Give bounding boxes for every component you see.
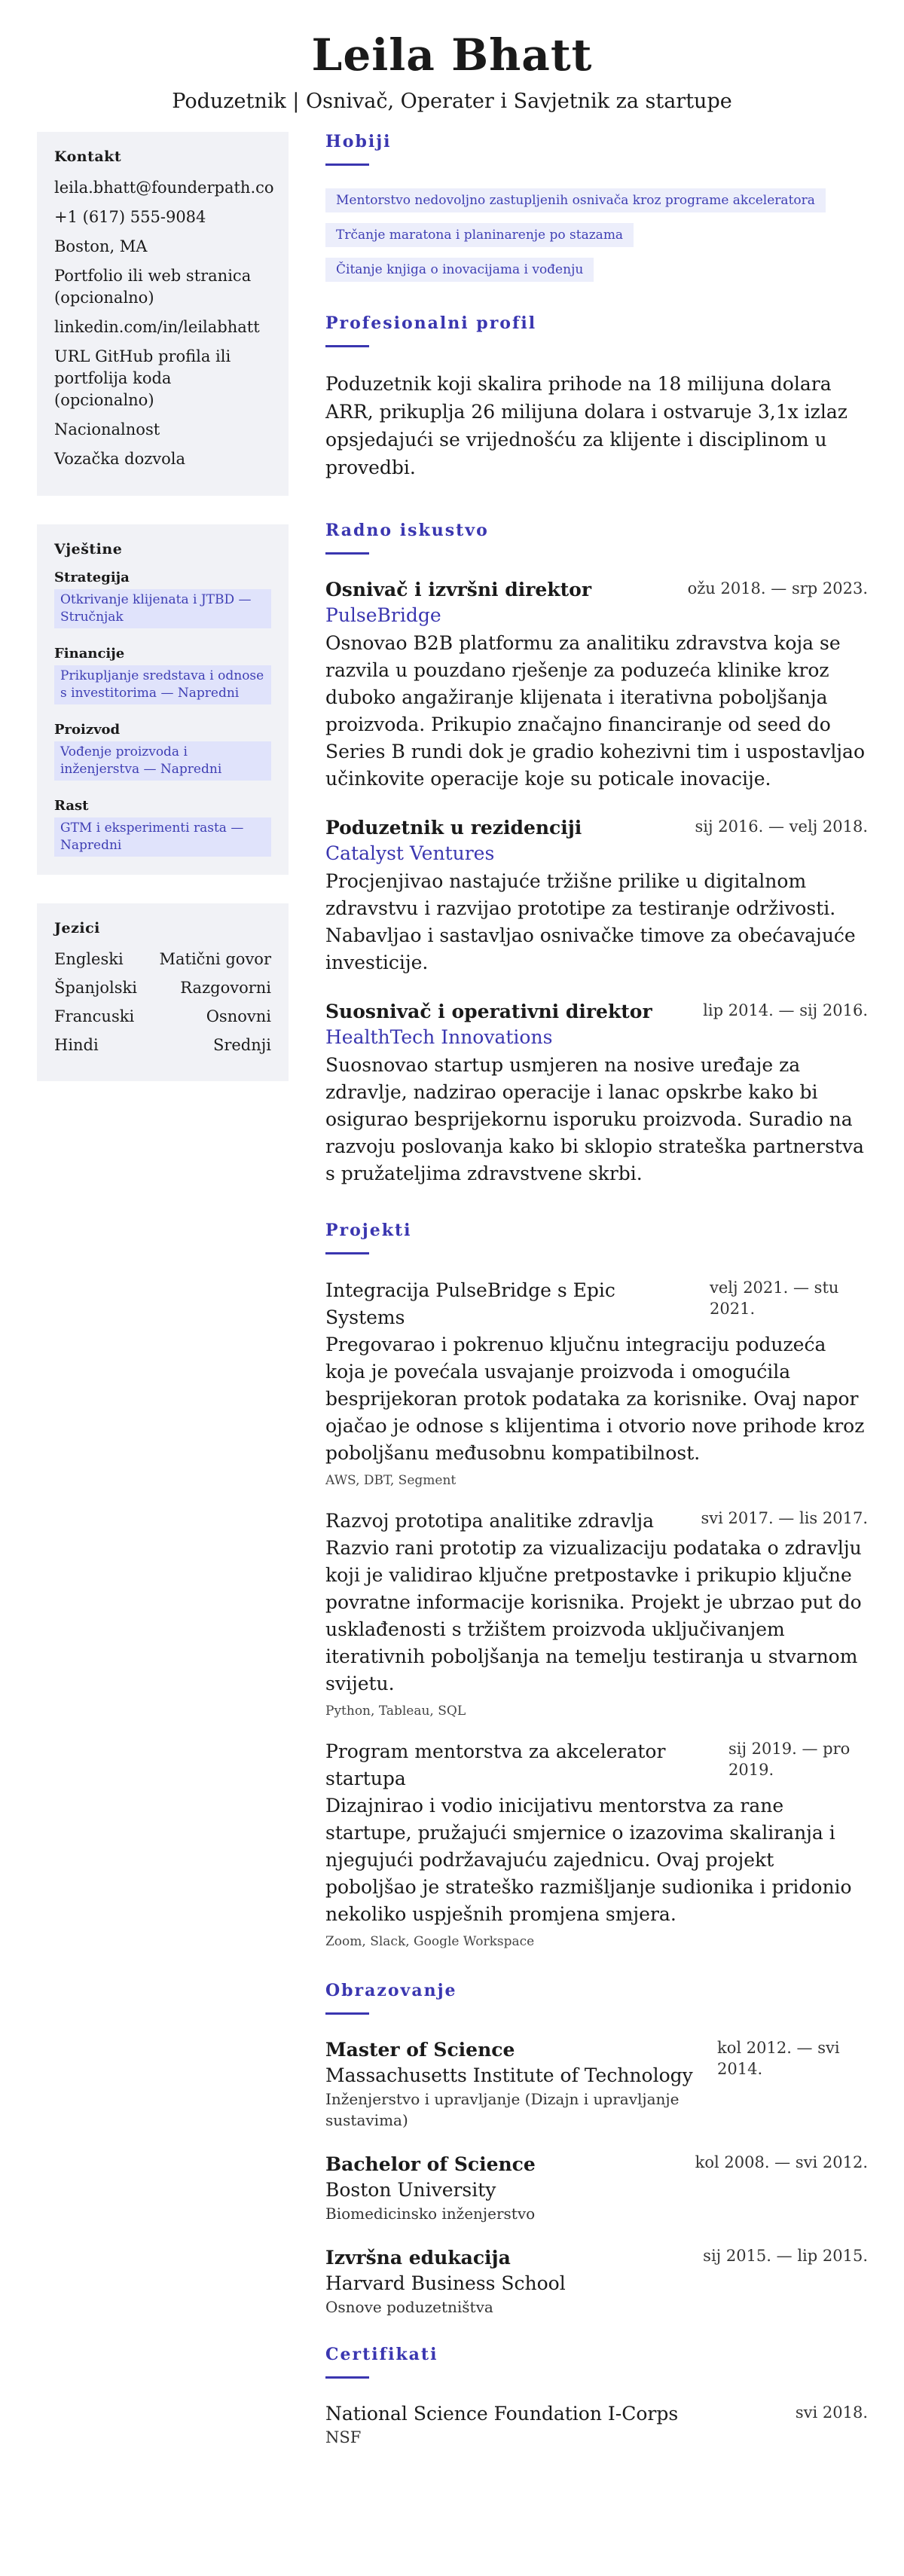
language-name: Hindi: [54, 1036, 99, 1054]
contact-drivers-license: Vozačka dozvola: [54, 450, 186, 468]
skill-category-name: Strategija: [54, 570, 130, 585]
education-entry: [325, 2245, 868, 2318]
project-tech-stack: Zoom, Slack, Google Workspace: [325, 1934, 535, 1949]
job-date: ožu 2018. — srp 2023.: [687, 579, 868, 597]
job-title: Poduzetnik u rezidenciji: [325, 817, 582, 839]
section-title-education: Obrazovanje: [325, 1981, 457, 2000]
project-entry: [325, 1738, 868, 1951]
section-divider: [325, 2012, 369, 2015]
project-header: [325, 1508, 868, 1535]
hobby-list: [325, 188, 868, 292]
skill-category: [54, 570, 271, 628]
section-divider: [325, 552, 369, 555]
skills-title: Vještine: [54, 541, 123, 558]
education-header: [325, 2037, 868, 2131]
contact-phone[interactable]: +1 (617) 555-9084: [54, 208, 206, 226]
education-details: [325, 2245, 566, 2318]
contact-email[interactable]: leila.bhatt@founderpath.co: [54, 179, 274, 197]
education-date: sij 2015. — lip 2015.: [703, 2247, 868, 2265]
job-entry: [325, 577, 868, 793]
project-tech-stack: AWS, DBT, Segment: [325, 1473, 457, 1488]
contact-github[interactable]: URL GitHub profila ili portfolija koda (opcionalno): [54, 347, 231, 409]
skill-tag: Otkrivanje klijenata i JTBD — Stručnjak: [54, 589, 271, 628]
job-header: [325, 577, 868, 603]
skill-tag: Prikupljanje sredstava i odnose s investitorima — Napredni: [54, 665, 271, 704]
education-field: Biomedicinsko inženjerstvo: [325, 2205, 536, 2223]
contact-card: [37, 132, 289, 496]
skill-tag: Vođenje proizvoda i inženjerstva — Napredni: [54, 741, 271, 781]
section-title-experience: Radno iskustvo: [325, 521, 489, 540]
job-header: [325, 999, 868, 1025]
profile-section: [325, 313, 868, 481]
project-header: [325, 1738, 868, 1792]
skill-category: [54, 722, 271, 781]
education-school: Massachusetts Institute of Technology: [325, 2064, 693, 2086]
contact-location: Boston, MA: [54, 237, 148, 255]
hobby-tag: Trčanje maratona i planinarenje po stazama: [325, 223, 634, 247]
section-title-projects: Projekti: [325, 1221, 412, 1240]
skill-category-name: Rast: [54, 798, 89, 814]
language-level: Osnovni: [206, 1007, 271, 1025]
job-company: HealthTech Innovations: [325, 1026, 553, 1048]
project-description: Razvio rani prototip za vizualizaciju podataka o zdravlju koji je validirao ključne pretpostavke i prikupio ključne povratne informacije korisnika. Projekt je ubrzao put do usklađenosti s tržištem proizvoda uključivanjem iterativnih poboljšanja na temelju testiranja u stvarnom svijetu.: [325, 1537, 862, 1694]
job-date: lip 2014. — sij 2016.: [703, 1001, 868, 1019]
job-title: Osnivač i izvršni direktor: [325, 579, 591, 600]
certificate-header: [325, 2401, 868, 2427]
section-title-profile: Profesionalni profil: [325, 313, 537, 333]
skill-category: [54, 646, 271, 704]
project-entry: [325, 1277, 868, 1490]
education-degree: Bachelor of Science: [325, 2153, 536, 2175]
education-degree: Master of Science: [325, 2039, 515, 2061]
project-date: sij 2019. — pro 2019.: [728, 1740, 851, 1779]
hobby-tag: Mentorstvo nedovoljno zastupljenih osnivača kroz programe akceleratora: [325, 188, 826, 212]
skill-category: [54, 798, 271, 857]
language-name: Španjolski: [54, 979, 137, 997]
education-school: Harvard Business School: [325, 2272, 566, 2294]
section-title-hobbies: Hobiji: [325, 132, 392, 151]
section-divider: [325, 163, 369, 166]
candidate-tagline: Poduzetnik | Osnivač, Operater i Savjetnik za startupe: [172, 89, 732, 113]
certificate-issuer: NSF: [325, 2428, 362, 2446]
job-date: sij 2016. — velj 2018.: [695, 817, 868, 836]
job-title: Suosnivač i operativni direktor: [325, 1001, 652, 1022]
certificates-section: [325, 2345, 868, 2448]
project-title: Razvoj prototipa analitike zdravlja: [325, 1510, 654, 1532]
section-divider: [325, 2376, 369, 2379]
certificate-date: svi 2018.: [795, 2403, 868, 2422]
job-description: Suosnovao startup usmjeren na nosive uređaje za zdravlje, nadzirao operacije i lanac opskrbe kako bi osigurao besprijekornu isporuku proizvoda. Suradio na razvoju poslovanja kako bi sklopio strateška partnerstva s pružateljima zdravstvene skrbi.: [325, 1054, 864, 1184]
languages-title: Jezici: [54, 920, 100, 937]
education-entry: [325, 2152, 868, 2224]
language-level: Matični govor: [159, 950, 271, 968]
project-description: Dizajnirao i vodio inicijativu mentorstva za rane startupe, pružajući smjernice o izazovima skaliranja i njegujući podržavajuću zajednicu. Ovaj projekt poboljšao je strateško razmišljanje sudionika i pridonio nekoliko uspješnih promjena smjera.: [325, 1795, 852, 1925]
skill-tag: GTM i eksperimenti rasta — Napredni: [54, 817, 271, 857]
language-name: Engleski: [54, 950, 124, 968]
resume-columns: [0, 132, 904, 2448]
experience-section: [325, 521, 868, 1187]
projects-section: [325, 1221, 868, 1951]
section-title-certificates: Certifikati: [325, 2345, 438, 2364]
language-row: [54, 1006, 271, 1028]
skill-category-name: Financije: [54, 646, 125, 662]
project-date: svi 2017. — lis 2017.: [701, 1509, 868, 1527]
section-divider: [325, 345, 369, 347]
job-company: Catalyst Ventures: [325, 842, 495, 864]
education-date: kol 2008. — svi 2012.: [695, 2153, 868, 2171]
education-section: [325, 1981, 868, 2318]
job-description: Osnovao B2B platformu za analitiku zdravstva koja se razvila u pouzdano rješenje za poduzeća klinike kroz duboko angažiranje klijenata i iterativna poboljšanja proizvoda. Prikupio značajno financiranje od seed do Series B rundi dok je gradio kohezivni tim i uspostavljao učinkovite operacije koje su poticale inovacije.: [325, 632, 866, 790]
skill-category-name: Proizvod: [54, 722, 121, 738]
project-header: [325, 1277, 868, 1331]
language-row: [54, 1034, 271, 1056]
education-field: Osnove poduzetništva: [325, 2298, 493, 2316]
section-divider: [325, 1252, 369, 1254]
project-tech-stack: Python, Tableau, SQL: [325, 1704, 466, 1719]
project-description: Pregovarao i pokrenuo ključnu integraciju poduzeća koja je povećala usvajanje proizvoda i omogućila besprijekoran protok podataka za korisnike. Ovaj napor ojačao je odnose s klijentima i otvorio nove prihode kroz poboljšanu međusobnu kompatibilnost.: [325, 1334, 865, 1464]
candidate-name: Leila Bhatt: [311, 29, 593, 81]
education-header: [325, 2245, 868, 2318]
job-entry: [325, 815, 868, 976]
language-row: [54, 977, 271, 999]
education-details: [325, 2037, 710, 2131]
education-degree: Izvršna edukacija: [325, 2247, 511, 2269]
education-details: [325, 2152, 536, 2224]
certificate-name: National Science Foundation I-Corps: [325, 2403, 679, 2425]
contact-nationality: Nacionalnost: [54, 420, 160, 439]
contact-title: Kontakt: [54, 148, 122, 165]
project-title: Integracija PulseBridge s Epic Systems: [325, 1279, 615, 1328]
languages-card: [37, 903, 289, 1081]
project-entry: [325, 1508, 868, 1720]
education-field: Inženjerstvo i upravljanje (Dizajn i upravljanje sustavima): [325, 2090, 680, 2129]
education-school: Boston University: [325, 2179, 496, 2201]
education-date: kol 2012. — svi 2014.: [717, 2039, 840, 2078]
main-content: [325, 132, 868, 2448]
project-date: velj 2021. — stu 2021.: [710, 1279, 839, 1318]
job-company: PulseBridge: [325, 604, 441, 626]
job-header: [325, 815, 868, 841]
contact-linkedin[interactable]: linkedin.com/in/leilabhatt: [54, 318, 260, 336]
language-name: Francuski: [54, 1007, 135, 1025]
resume-header: [0, 0, 904, 132]
language-level: Srednji: [212, 1036, 271, 1054]
profile-summary: Poduzetnik koji skalira prihode na 18 milijuna dolara ARR, prikuplja 26 milijuna dolara i ostvaruje 3,1x izlaz opsjedajući se vrijednošću za klijente i disciplinom u provedbi.: [325, 373, 848, 478]
project-title: Program mentorstva za akcelerator startupa: [325, 1740, 666, 1789]
education-header: [325, 2152, 868, 2224]
sidebar: [37, 132, 289, 1110]
certificate-entry: [325, 2401, 868, 2448]
language-level: Razgovorni: [180, 979, 271, 997]
hobby-tag: Čitanje knjiga o inovacijama i vođenju: [325, 258, 594, 282]
job-entry: [325, 999, 868, 1187]
contact-portfolio[interactable]: Portfolio ili web stranica (opcionalno): [54, 267, 252, 307]
skills-card: [37, 524, 289, 875]
job-description: Procjenjivao nastajuće tržišne prilike u digitalnom zdravstvu i razvijao prototipe za testiranje održivosti. Nabavljao i sastavljao osnivačke timove za obećavajuće investicije.: [325, 870, 856, 973]
education-entry: [325, 2037, 868, 2131]
language-row: [54, 949, 271, 970]
hobbies-section: [325, 132, 868, 292]
